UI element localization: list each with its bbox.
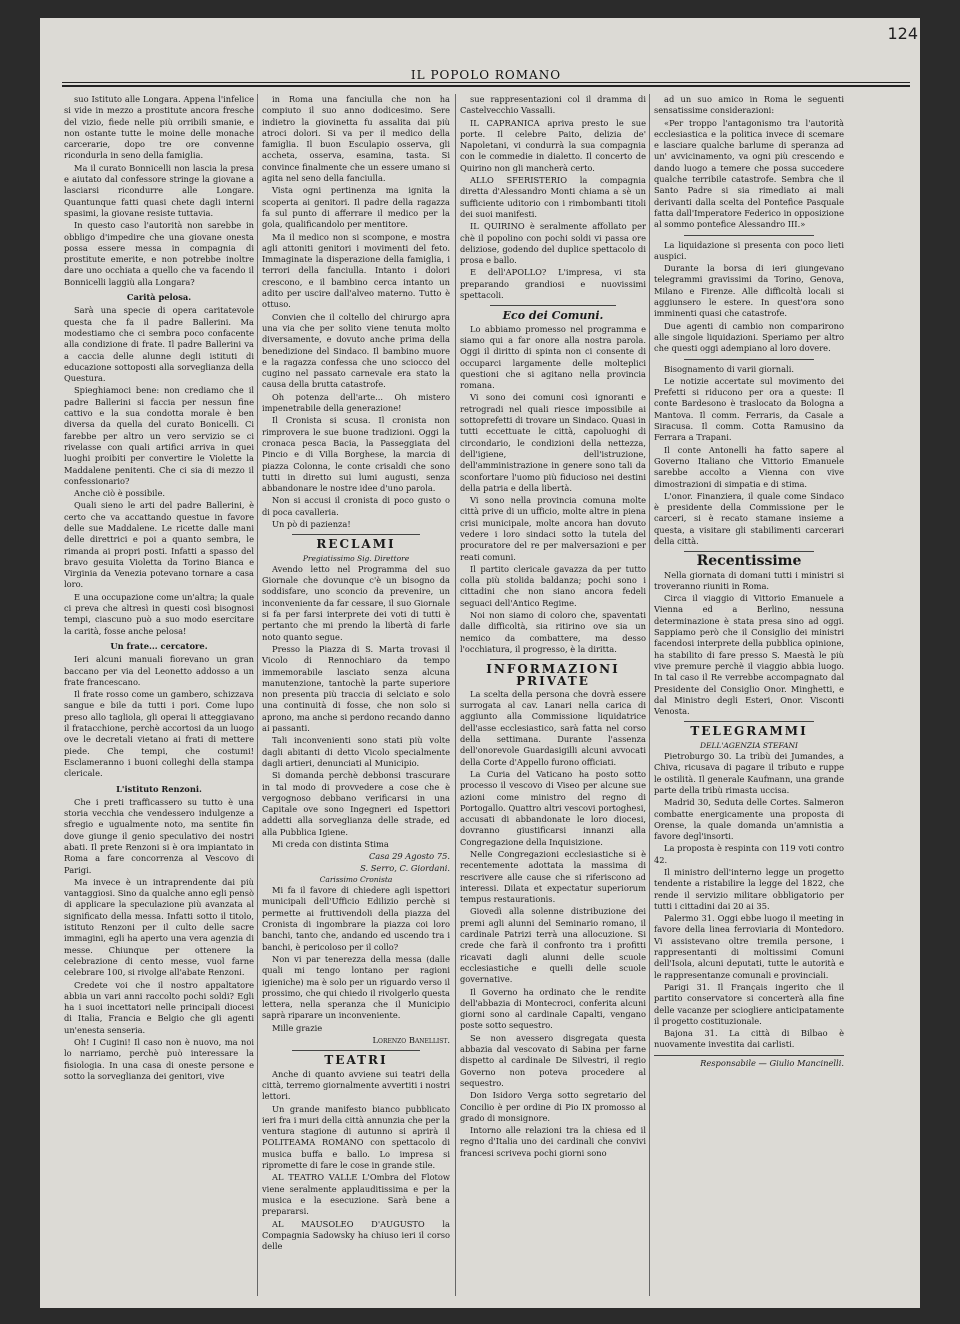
column-divider bbox=[257, 94, 258, 1296]
paragraph: AL MAUSOLEO D'AUGUSTO la Compagnia Sadowsky ha chiuso ieri il corso delle bbox=[262, 1218, 450, 1252]
paragraph: suo Istituto alle Longara. Appena l'infelice si vide in mezzo a prostitute ancora fresche del vizio, fiede nelle più orribili smanie, e non ostante tutte le moine delle monache carcerarie, dopo tre ore convenne ricondurla in seno della famiglia. bbox=[64, 94, 254, 161]
separator bbox=[684, 359, 814, 360]
paragraph: E dell'APOLLO? L'impresa, vi sta preparando grandiosi e nuovissimi spettacoli. bbox=[460, 267, 646, 301]
paragraph: Ma il medico non si scompone, e mostra agli attoniti genitori i movimenti del feto. Immaginate la disperazione della famiglia, i terrori della fanciulla. Intanto i dolori crescono, e il bambino cerca intanto un adito per uscire dall'alveo materno. Tutto è ottuso. bbox=[262, 231, 450, 310]
separator bbox=[490, 659, 616, 660]
column-divider bbox=[649, 94, 650, 1296]
paragraph: Il conte Antonelli ha fatto sapere al Governo Italiano che Vittorio Emanuele sarebbe accolto a Vienna con vive dimostrazioni di simpatia e di stima. bbox=[654, 444, 844, 489]
paragraph: Che i preti trafficassero su tutto è una storia vecchia che vendessero indulgenze a sfregio e ugualmente noto, ma sentite fin dove giunge il genio speculativo dei nostri abati. Il prete Renzoni si è ora impiantato in Roma a fare concorrenza al Vescovo di Parigi. bbox=[64, 796, 254, 875]
newspaper-page bbox=[40, 18, 920, 1308]
separator bbox=[684, 235, 814, 236]
column-3 bbox=[460, 94, 646, 1296]
paragraph: Madrid 30, Seduta delle Cortes. Salmeron combatte energicamente una proposta di Orense, la quale domanda un'amnistia a favore degl'insorti. bbox=[654, 797, 844, 842]
paragraph: Spieghiamoci bene: non crediamo che il padre Ballerini si faccia per nessun fine cattivo e la sua condotta morale è ben diversa da quella del curato Bonicelli. Ci farebbe per altro un vero servizio se ci rivelasse con quali artifici arriva in quei luoghi proibiti per convertire le Violette la Maddalene penitenti. Che ci sia di mezzo il confessionario? bbox=[64, 385, 254, 486]
paragraph: Bisognamento di varii giornali. bbox=[664, 363, 794, 374]
paragraph: Vi sono dei comuni così ignoranti e retrogradi nel quali riesce impossibile ai sottoprefetti di trovare un Sindaco. Quasi in tutti eccettuate le città, capoluoghi di circondario, le condizioni della nettezza, dell'igiene, dell'istruzione, dell'amministrazione in genere sono tali da sconfortare l'uomo più fiducioso nei destini della patria e della libertà. bbox=[460, 392, 646, 493]
paragraph: Il ministro dell'interno legge un progetto tendente a ristabilire la legge del 1822, che rende il servizio militare obbligatorio per tutti i cittadini dai 20 ai 35. bbox=[654, 867, 844, 911]
paragraph: Tali inconvenienti sono stati più volte dagli abitanti di detto Vicolo specialmente dagli artieri, denunciati al Municipio. bbox=[262, 735, 450, 768]
dateline: Casa 29 Agosto 75. bbox=[368, 851, 450, 862]
paragraph: Convien che il coltello del chirurgo apra una via che per solito viene tenuta molto diversamente, e dovuto anche prima della benedizione del Sindaco. Il bambino muore e la ragazza confessa che uno sciocco del cugino nel passato carnevale era stato la causa della brutta catastrofe. bbox=[262, 311, 450, 390]
paragraph: AL TEATRO VALLE L'Ombra del Flotow viene seralmente applauditissima e per la musica e la esecuzione. Sarà bene a prepararsi. bbox=[262, 1172, 450, 1217]
paragraph: Nella giornata di domani tutti i ministri si troveranno riuniti in Roma. bbox=[654, 569, 844, 591]
paragraph: Intorno alle relazioni tra la chiesa ed il regno d'Italia uno dei cardinali che convivi francesi scriveva pochi giorni sono bbox=[460, 1125, 646, 1158]
salutation: Carissimo Cronista bbox=[319, 874, 393, 884]
separator bbox=[292, 534, 420, 535]
separator bbox=[684, 721, 814, 722]
paragraph: Nelle Congregazioni ecclesiastiche si è recentemente adottata la massima di rescrivere alle cause che si riferiscono ad interessi. Dilata et expectatur superiorum tempus restaurationis. bbox=[460, 849, 646, 905]
paragraph: Un pò di pazienza! bbox=[272, 518, 351, 529]
paragraph: Anche di quanto avviene sui teatri della città, terremo giornalmente avvertiti i nostri lettori. bbox=[262, 1068, 450, 1102]
paragraph: ALLO SFERISTERIO la compagnia diretta d'Alessandro Monti chiama a sè un sufficiente uditorio con i rimbombanti titoli dei suoi manifesti. bbox=[460, 175, 646, 219]
paragraph: Si domanda perchè debbonsi trascurare in tal modo di provvedere a cose che è vergognoso debbano verificarsi in una Capitale ove sono Ingegneri ed Ispettori addetti alla sorveglianza delle strade, ed alla Pubblica Igiene. bbox=[262, 770, 450, 837]
paragraph: Noi non siamo di coloro che, spaventati dalle difficoltà, sia ritirino ove sia un nemico da combattere, ma desso l'occhiatura, il progresso, è la diritta. bbox=[460, 610, 646, 654]
paragraph: Mille grazie bbox=[272, 1022, 323, 1033]
separator bbox=[490, 305, 616, 306]
section-heading-informazioni: INFORMAZIONI PRIVATE bbox=[486, 662, 620, 688]
section-heading: Un frate... cercatore. bbox=[110, 640, 208, 651]
paragraph: Oh potenza dell'arte... Oh mistero impenetrabile della generazione! bbox=[262, 391, 450, 414]
responsible-editor: Responsabile — Giulio Mancinelli. bbox=[654, 1055, 844, 1069]
paragraph: Bajona 31. La città di Bilbao è nuovamente investita dai carlisti. bbox=[654, 1028, 844, 1050]
paragraph: L'onor. Finanziera, il quale come Sindaco è presidente della Commissione per le carceri, si è recato stamane insieme a questa, a visitare gli stabilimenti carcerari della città. bbox=[654, 490, 844, 546]
paragraph: ad un suo amico in Roma le seguenti sensatissime considerazioni: bbox=[654, 94, 844, 116]
paragraph: Avendo letto nel Programma del suo Giornale che dovunque c'è un bisogno da soddisfare, uno sconcio da prevenire, un inconveniente da far cessare, il suo Giornale si fa per farsi interprete dei voti di tutti è pertanto che mi prendo la libertà di farle noto quanto segue. bbox=[262, 563, 450, 642]
paragraph: in Roma una fanciulla che non ha compiuto il suo anno dodicesimo. Sere indietro la giovinetta fu assalita dai più atroci dolori. Si va per il medico della famiglia. Il buon Esculapio osserva, gli accheta, osserva, esamina, tasta. Si convince finalmente che un essere umano si agita nel seno della fanciulla. bbox=[262, 94, 450, 184]
paragraph: Mi creda con distinta Stima bbox=[272, 839, 389, 849]
separator bbox=[292, 1050, 420, 1051]
paragraph: Le notizie accertate sul movimento dei Prefetti si riducono per ora a queste: Il conte Bardesono è traslocato da Bologna a Mantova. Il comm. Ferraris, da Casale a Siracusa. Il comm. Cotta Ramusino da Ferrara a Trapani. bbox=[654, 375, 844, 443]
masthead-rule bbox=[62, 82, 910, 83]
agency-subtitle: DELL'AGENZIA STEFANI bbox=[699, 740, 799, 750]
separator bbox=[684, 551, 814, 552]
page-number: 124 bbox=[887, 24, 918, 43]
paragraph: In questo caso l'autorità non sarebbe in obbligo d'impedire che una giovane onesta possa essere messa in compagnia di prostitute emerite, e non potrebbe inoltre dare uno occhiata a quello che va facendo il Bonnicelli laggiù alla Longara? bbox=[64, 220, 254, 287]
paragraph: Anche ciò è possibile. bbox=[74, 488, 165, 499]
paragraph: Pietroburgo 30. La tribù dei Jumandes, a Chiva, ricusava di pagare il tributo e ruppe le ostilità. Il generale Kaufmann, una grande parte della tribù rimasta uccisa. bbox=[654, 751, 844, 795]
column-4 bbox=[654, 94, 844, 1296]
paragraph: Parigi 31. Il Français ingerito che il partito conservatore si concerterà alla fine delle vacanze per sciogliere anticipatamente il progetto costituzionale. bbox=[654, 981, 844, 1026]
masthead-rule-thick bbox=[62, 85, 910, 87]
paragraph: La proposta è respinta con 119 voti contro 42. bbox=[654, 843, 844, 865]
paragraph: Se non avessero disgregata questa abbazia dal vescovato di Sabina per farne dispetto al cardinale De Silvestri, il regio Governo non poteva procedere al sequestro. bbox=[460, 1032, 646, 1088]
paragraph: Lo abbiamo promesso nel programma e siamo qui a far onore alla nostra parola. Oggi il diritto di spinta non ci consente di occuparci largamente delle molteplici questioni che si agitano nella provincia romana. bbox=[460, 323, 646, 391]
section-heading-teatri: TEATRI bbox=[324, 1053, 388, 1068]
paragraph: IL QUIRINO è seralmente affollato per chè il popolino con pochi soldi vi passa ore deliziose, godendo del duplice spettacolo di prosa e ballo. bbox=[460, 221, 646, 266]
paragraph: Ma il curato Bonnicelli non lascia la presa e aiutato dal confessore stringe la giovane a lasciarsi ricondurre alle Longare. Quantunque fatti quasi chete dagli interni spasimi, la giovane resiste tuttavia. bbox=[64, 162, 254, 218]
section-heading-eco-comuni: Eco dei Comuni. bbox=[502, 309, 604, 323]
section-heading-recentissime: Recentissime bbox=[696, 553, 802, 570]
paragraph: Credete voi che il nostro appaltatore abbia un vari anni raccolto pochi soldi? Egli ha i suoi incettatori nelle principali diocesi di Italia, Francia e Belgio che gli agenti un'enesta senseria. bbox=[64, 979, 254, 1035]
paragraph: Ma invece è un intraprendente dai più vantaggiosi. Sino da qualche anno egli pensò di applicare la speculazione più avanzata al significato della messa. Infatti sotto il titolo, istituto Renzoni per il culto delle sacre immagini, egli ha aperto una vera agenzia di messe. Chiunque per ottenere la celebrazione di cento messe, vuol farne celebrare 100, si rivolge all'abate Renzoni. bbox=[64, 876, 254, 978]
paragraph: Durante la borsa di ieri giungevano telegrammi gravissimi da Torino, Genova, Milano e Firenze. Alle difficoltà locali si aggiunsero le estere. In quest'ora sono imminenti quasi che catastrofe. bbox=[654, 263, 844, 319]
section-heading-reclami: RECLAMI bbox=[316, 537, 396, 552]
paragraph: Il Governo ha ordinato che le rendite dell'abbazia di Montecroci, conferita alcuni giorni sono al cardinale Capalti, vengano poste sotto sequestro. bbox=[460, 986, 646, 1031]
paragraph: sue rappresentazioni col il dramma di Castelvecchio Vassalli. bbox=[460, 94, 646, 116]
paragraph: Un grande manifesto bianco pubblicato ieri fra i muri della città annunzia che per la ventura stagione di autunno si aprirà il POLITEAMA ROMANO con spettacolo di musica buffa e ballo. Lo impresa si ripromette di fare le cose in grande stile. bbox=[262, 1103, 450, 1171]
paragraph: Il Cronista si scusa. Il cronista non rimprovera le sue buone tradizioni. Oggi la cronaca pesca Bacia, la Passeggiata del Pincio e di Villa Borghese, la marcia di piazza Colonna, le conte crisaldi che sono tutti in diretto sui lumi augusti, senza abbandonare le nostre idee d'uno parola. bbox=[262, 415, 450, 494]
paragraph: Due agenti di cambio non comparirono alle singole liquidazioni. Speriamo per altro che questi oggi adempiano al loro dovere. bbox=[654, 320, 844, 354]
paragraph: Giovedì alla solenne distribuzione dei premi agli alunni del Seminario romano, il cardinale Patrizi terrà una allocuzione. Si crede che farà il confronto tra i profitti ricavati dagli alunni delle scuole ecclesiastiche e quelli delle scuole governative. bbox=[460, 906, 646, 985]
salutation: Pregiatissimo Sig. Direttore bbox=[302, 553, 410, 563]
paragraph: «Per troppo l'antagonismo tra l'autorità ecclesiastica e la politica invece di scemare e lasciare qualche barlume di speranza ad un' avvicinamento, va ogni più crescendo e dando luogo a temere che possa succedere qualche terribile catastrofe. Sembra che il Santo Padre si sia rimediato ai mali derivanti dalla scelta del Pontefice Pasquale fatta dall'Imperatore Federico in opposizione al sommo pontefice Alessandro III.» bbox=[654, 117, 844, 230]
paragraph: Quali sieno le arti del padre Ballerini, è certo che va accattando questue in favore delle sue Maddalene. Le ricette dalle mani delle direttrici e poi a quanto sembra, le rimanda ai propri posti. Infatti a spasso del bravo gesuita Violetta da Torino Bianca e Virginia da Venezia potevano tornare a casa loro. bbox=[64, 500, 254, 590]
paragraph: Oh! I Cugini! Il caso non è nuovo, ma noi lo narriamo, perchè può interessare la fisiologia. In una casa di oneste persone e sotto la sorveglianza dei genitori, vive bbox=[64, 1037, 254, 1081]
paragraph: E una occupazione come un'altra; la quale ci preva che altresì in questi così bisognosi tempi, ciascuno può a suo modo esercitare la carità, fosse anche pelosa! bbox=[64, 591, 254, 636]
section-heading: Carità pelosa. bbox=[126, 292, 192, 303]
paragraph: IL CAPRANICA apriva presto le sue porte. Il celebre Paito, delizia de' Napoletani, vi condurrà la sua compagnia con le commedie in dialetto. Il concerto de Quirino non gli mancherà certo. bbox=[460, 117, 646, 173]
paragraph: Presso la Piazza di S. Marta trovasi il Vicolo di Rennochiaro da tempo immemorabile lasciato senza alcuna manutenzione, tantochè la parte superiore non presenta più traccia di selciato e solo una continuità di fosse, che non solo si aprono, ma anche si perdono recando danno ai passanti. bbox=[262, 643, 450, 734]
signature: S. Serro, C. Giordani. bbox=[360, 862, 450, 873]
column-divider bbox=[455, 94, 456, 1296]
section-heading: L'istituto Renzoni. bbox=[116, 783, 202, 794]
paragraph: Mi fa il favore di chiedere agli ispettori municipali dell'Ufficio Edilizio perchè si permette ai fruttivendoli della piazza del Cronista di ingombrare la piazza coi loro banchi, tanto che, andando ed uscendo tra i banchi, è pericoloso per il collo? bbox=[262, 885, 450, 952]
paragraph: Ieri alcuni manuali fiorevano un gran baccano per via del Leonetto addosso a un frate francescano. bbox=[64, 654, 254, 687]
paragraph: La scelta della persona che dovrà essere surrogata al cav. Lanari nella carica di aggiunto alla Commissione liquidatrice dell'asse ecclesiastico, sarà fatta nel corso della settimana. Durante l'assenza dell'onorevole Guardasigilli alcuni avvocati della Corte d'Appello furono officiati. bbox=[460, 688, 646, 767]
column-2 bbox=[262, 94, 450, 1296]
paragraph: Circa il viaggio di Vittorio Emanuele a Vienna ed a Berlino, nessuna determinazione è stata presa sino ad oggi. Sappiamo però che il Consiglio dei ministri facendosi interprete della pubblica opinione, ha stabilito di fare presso S. Maestà le più vive premure perchè il viaggio abbia luogo. In tal caso il Re verrebbe accompagnato dal Presidente del Consiglio Onor. Minghetti, e dal Ministro degli Esteri, Onor. Visconti Venosta. bbox=[654, 593, 844, 717]
paragraph: Don Isidoro Verga sotto segretario del Concilio è per ordine di Pio IX promosso al grado di monsignore. bbox=[460, 1090, 646, 1123]
paragraph: Vista ogni pertinenza ma ignita la scoperta ai genitori. Il padre della ragazza fa sul punto di afferrare il medico per la gola, qualificandolo per mentitore. bbox=[262, 185, 450, 230]
paragraph: Palermo 31. Oggi ebbe luogo il meeting in favore della linea ferroviaria di Montedoro. Vi assistevano oltre tremila persone, i rappresentanti di moltissimi Comuni dell'Isola, alcuni deputati, tutte le autorità e le rappresentanze comunali e provinciali. bbox=[654, 913, 844, 980]
masthead-title: IL POPOLO ROMANO bbox=[410, 68, 562, 82]
paragraph: Non si accusi il cronista di poco gusto o di poca cavalleria. bbox=[262, 495, 450, 517]
paragraph: Il partito clericale gavazza da per tutto colla più stolida baldanza; pochi sono i cittadini che non siano ancora fedeli seguaci dell'Antico Regime. bbox=[460, 563, 646, 608]
paragraph: Sarà una specie di opera caritatevole questa che fa il padre Ballerini. Ma modestiamo che ci sembra poco confacente alla condizione di frate. Il padre Ballerini va a caccia delle alunne degli istituti di educazione sottoposti alla sorveglianza della Questura. bbox=[64, 305, 254, 384]
section-heading-telegrammi: TELEGRAMMI bbox=[690, 724, 808, 739]
signature: Lorenzo Banellist. bbox=[372, 1035, 450, 1046]
paragraph: La Curia del Vaticano ha posto sotto processo il vescovo di Viseo per alcune sue azioni come ministro del regno di Portogallo. Quattro altri vescovi portoghesi, accusati di abbandonate le loro diocesi, dovranno giustificarsi innanzi alla Congregazione della Inquisizione. bbox=[460, 768, 646, 847]
paragraph: Vi sono nella provincia comuna molte città prive di un ufficio, molte altre in piena crisi municipale, molte ancora han dovuto vedere i loro sindaci sotto la tutela del procuratore del re per malversazioni e per reati comuni. bbox=[460, 495, 646, 562]
paragraph: La liquidazione si presenta con poco lieti auspici. bbox=[654, 239, 844, 261]
column-1 bbox=[64, 94, 254, 1296]
paragraph: Non vi par tenerezza della messa (dalle quali mi tengo lontano per ragioni igieniche) ma è solo per un riguardo verso il prossimo, che qui chiedo il rivolgerlo questa lettera, nella speranza che il Municipio saprà riparare un inconveniente. bbox=[262, 953, 450, 1021]
paragraph: Il frate rosso come un gambero, schizzava sangue e bile da tutti i pori. Come lupo preso allo tagliola, gli operai li atteggiavano il fratacchione, perchè accortosi da un luogo ove le decretali vietano ai frati di mettere piede. Che tempi, che costumi! Esclameranno i buoni colleghi della stampa clericale. bbox=[64, 689, 254, 779]
